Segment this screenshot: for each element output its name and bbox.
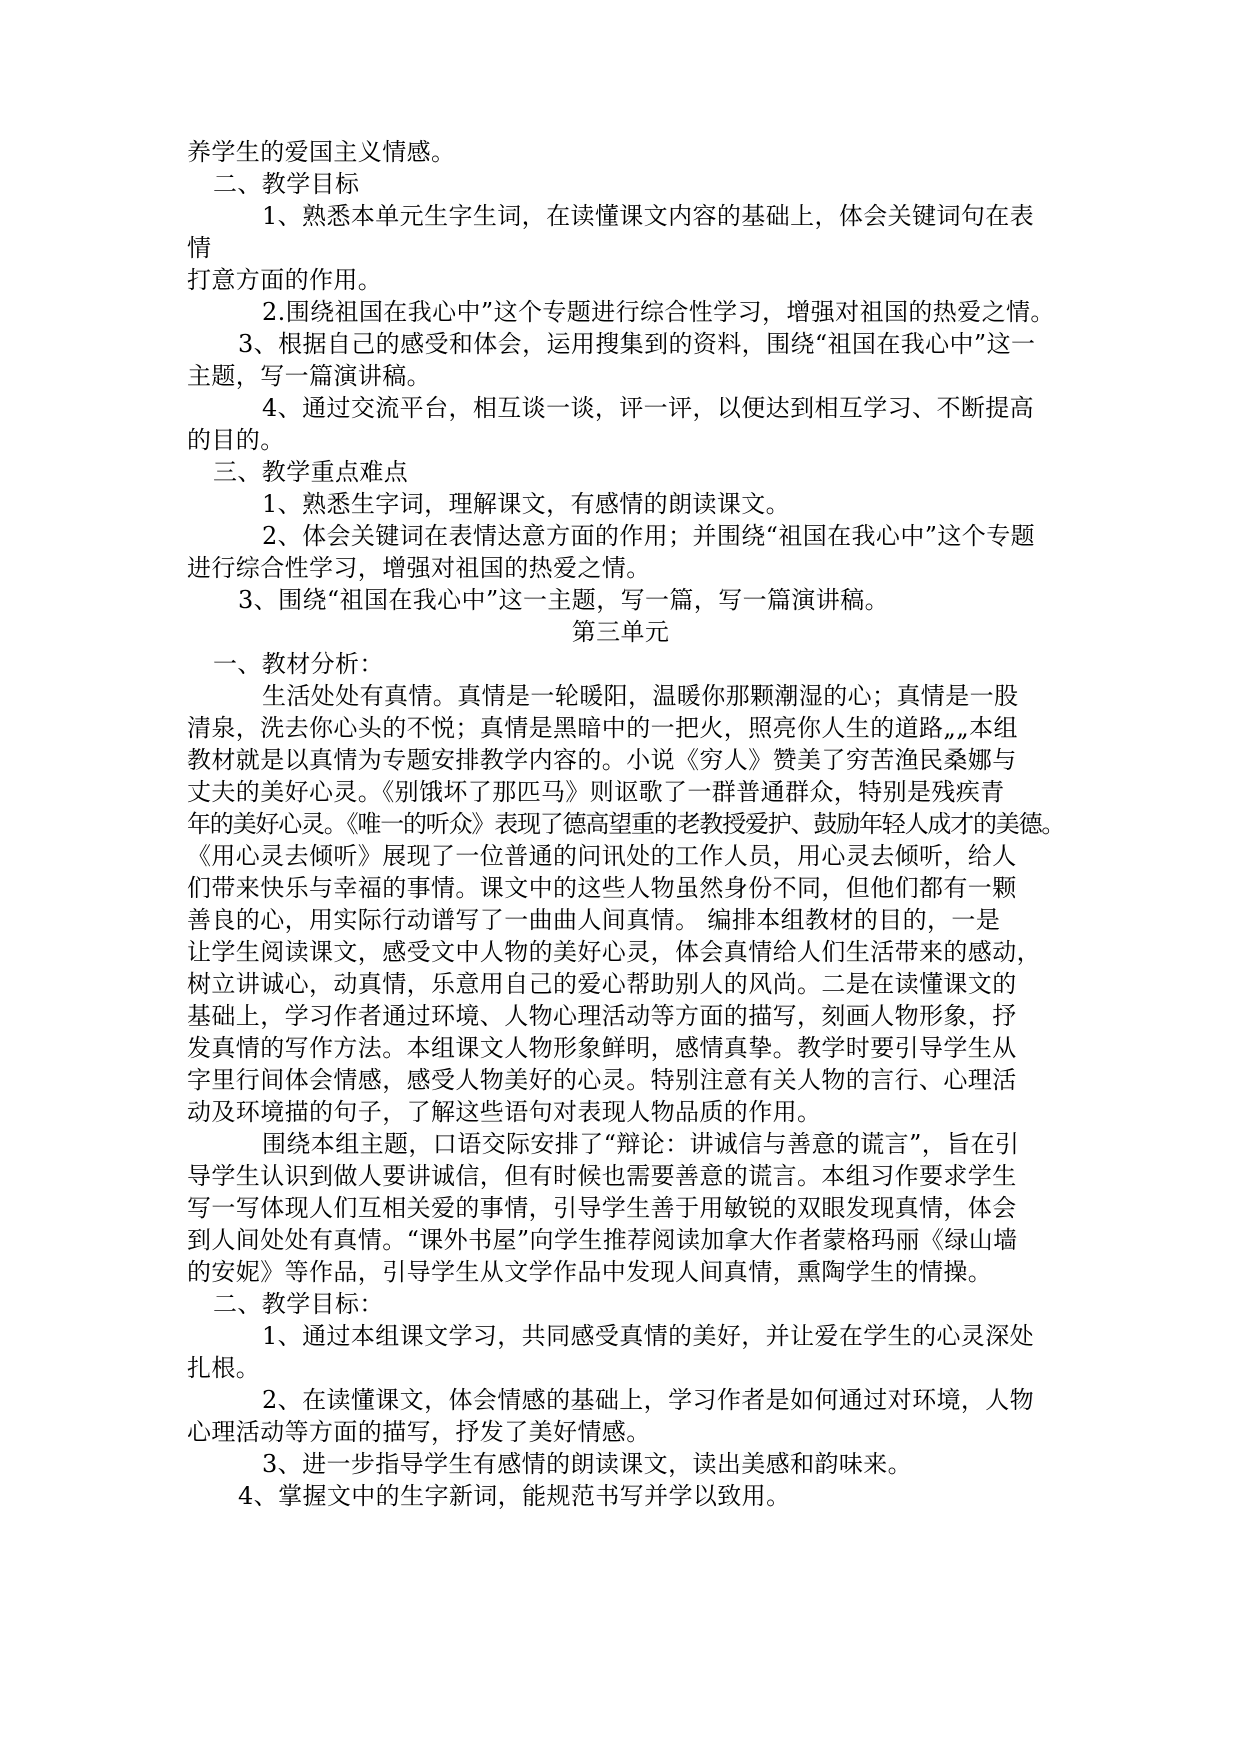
text-line: 写一写体现人们互相关爱的事情，引导学生善于用敏锐的双眼发现真情，体会 [187, 1194, 1017, 1222]
text-line: 养学生的爱国主义情感。 [187, 138, 456, 166]
text-line: 3、围绕“祖国在我心中”这一主题，写一篇，写一篇演讲稿。 [238, 586, 890, 614]
text-line: 3、进一步指导学生有感情的朗读课文，读出美感和韵味来。 [262, 1450, 913, 1478]
section-heading: 三、教学重点难点 [213, 458, 409, 486]
text-line: 清泉，洗去你心头的不悦；真情是黑暗中的一把火，照亮你人生的道路„„本组 [187, 714, 1018, 742]
text-line: 字里行间体会情感，感受人物美好的心灵。特别注意有关人物的言行、心理活 [187, 1066, 1017, 1094]
text-line: 的目的。 [187, 426, 285, 454]
text-line: 进行综合性学习，增强对祖国的热爱之情。 [187, 554, 651, 582]
text-line: 导学生认识到做人要讲诚信，但有时候也需要善意的谎言。本组习作要求学生 [187, 1162, 1017, 1190]
text-line: 情 [187, 234, 212, 262]
text-line: 2.围绕祖国在我心中”这个专题进行综合性学习，增强对祖国的热爱之情。 [262, 298, 1055, 326]
text-line: 发真情的写作方法。本组课文人物形象鲜明，感情真挚。教学时要引导学生从 [187, 1034, 1017, 1062]
text-line: 2、体会关键词在表情达意方面的作用；并围绕“祖国在我心中”这个专题 [262, 522, 1036, 550]
text-line: 主题，写一篇演讲稿。 [187, 362, 431, 390]
text-line: 到人间处处有真情。“课外书屋”向学生推荐阅读加拿大作者蒙格玛丽《绿山墙 [187, 1226, 1018, 1254]
text-line: 1、通过本组课文学习，共同感受真情的美好，并让爱在学生的心灵深处 [262, 1322, 1035, 1350]
text-line: 3、根据自己的感受和体会，运用搜集到的资料，围绕“祖国在我心中”这一 [238, 330, 1036, 358]
text-line: 的安妮》等作品，引导学生从文学作品中发现人间真情，熏陶学生的情操。 [187, 1258, 993, 1286]
text-line: 生活处处有真情。真情是一轮暖阳，温暖你那颗潮湿的心；真情是一股 [262, 682, 1019, 710]
text-line: 围绕本组主题，口语交际安排了“辩论：讲诚信与善意的谎言”，旨在引 [262, 1130, 1020, 1158]
text-line: 《用心灵去倾听》展现了一位普通的问讯处的工作人员，用心灵去倾听，给人 [187, 842, 1017, 870]
section-heading: 二、教学目标： [213, 1290, 384, 1318]
text-line: 动及环境描的句子，了解这些语句对表现人物品质的作用。 [187, 1098, 822, 1126]
text-line: 年的美好心灵。《唯一的听众》表现了德高望重的老教授爱护、鼓励年轻人成才的美德。 [187, 810, 1065, 838]
text-line: 心理活动等方面的描写，抒发了美好情感。 [187, 1418, 651, 1446]
text-line: 教材就是以真情为专题安排教学内容的。小说《穷人》赞美了穷苦渔民桑娜与 [187, 746, 1017, 774]
text-line: 基础上，学习作者通过环境、人物心理活动等方面的描写，刻画人物形象，抒 [187, 1002, 1017, 1030]
text-line: 们带来快乐与幸福的事情。课文中的这些人物虽然身份不同，但他们都有一颗 [187, 874, 1017, 902]
section-heading: 二、教学目标 [213, 170, 360, 198]
text-line: 4、掌握文中的生字新词，能规范书写并学以致用。 [238, 1482, 791, 1510]
text-line: 1、熟悉生字词，理解课文，有感情的朗读课文。 [262, 490, 791, 518]
text-line: 打意方面的作用。 [187, 266, 383, 294]
text-line: 树立讲诚心，动真情，乐意用自己的爱心帮助别人的风尚。二是在读懂课文的 [187, 970, 1017, 998]
text-line: 扎根。 [187, 1354, 261, 1382]
section-heading: 一、教材分析： [213, 650, 384, 678]
unit-title: 第三单元 [571, 618, 670, 646]
text-line: 1、熟悉本单元生字生词，在读懂课文内容的基础上，体会关键词句在表 [262, 202, 1035, 230]
text-line: 善良的心，用实际行动谱写了一曲曲人间真情。 编排本组教材的目的，一是 [187, 906, 1001, 934]
text-line: 4、通过交流平台，相互谈一谈，评一评，以便达到相互学习、不断提高 [262, 394, 1035, 422]
text-line: 让学生阅读课文，感受文中人物的美好心灵，体会真情给人们生活带来的感动， [187, 938, 1041, 966]
text-line: 2、在读懂课文，体会情感的基础上，学习作者是如何通过对环境，人物 [262, 1386, 1035, 1414]
text-line: 丈夫的美好心灵。《别饿坏了那匹马》则讴歌了一群普通群众，特别是残疾青 [187, 778, 1005, 806]
